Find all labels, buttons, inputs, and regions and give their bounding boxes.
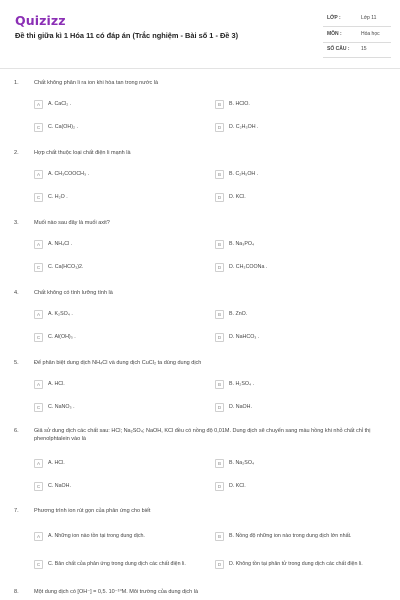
option-letter-box: A [34, 240, 43, 249]
option-text: B. Na₂SO₄ [229, 459, 255, 466]
option-letter-box: A [34, 170, 43, 179]
q6-option-c[interactable] [34, 480, 71, 492]
q7-option-d[interactable] [215, 555, 390, 573]
question-text: Chất không có tính lưỡng tính là [34, 290, 113, 296]
option-text: A. CH₃COOCH₃ . [48, 170, 90, 177]
q4-option-c[interactable] [34, 331, 76, 343]
question-number: 4. [14, 290, 19, 296]
q1-option-b[interactable] [215, 98, 250, 110]
q4-option-d[interactable] [215, 331, 259, 343]
question-text: Hợp chất thuộc loại chất điện li mạnh là [34, 150, 131, 156]
option-text: D. Không tồn tại phân tử trong dung dịch các chất điện li. [229, 560, 363, 567]
q5-option-c[interactable] [34, 401, 75, 413]
option-text: A. CaCl₂ . [48, 100, 72, 107]
meta-label-class: LỚP : [327, 15, 341, 21]
option-text: B. Nồng độ những ion nào trong dung dịch lớn nhất. [229, 532, 352, 539]
q5-option-a[interactable] [34, 378, 65, 390]
question-number: 2. [14, 150, 19, 156]
option-text: A. HCl. [48, 459, 65, 466]
question-text: Một dung dịch có [OH⁻] = 0,5. 10⁻¹⁰M. Môi trường của dung dịch là [34, 589, 199, 595]
question-number: 6. [14, 428, 19, 434]
q2-option-a[interactable] [34, 168, 89, 180]
option-text: A. NH₄Cl . [48, 240, 73, 247]
option-letter-box: C [34, 403, 43, 412]
option-letter-box: D [215, 263, 224, 272]
option-text: C. Bản chất của phản ứng trong dung dịch các chất điện li. [48, 560, 186, 567]
option-letter-box: A [34, 532, 43, 541]
q1-option-c[interactable] [34, 121, 78, 133]
worksheet-title: Đề thi giữa kì 1 Hóa 11 có đáp án (Trắc nghiệm - Bài số 1 - Đề 3) [15, 31, 239, 40]
option-text: D. NaHCO₃ . [229, 333, 260, 340]
q1-option-d[interactable] [215, 121, 259, 133]
question-text: Phương trình ion rút gọn của phản ứng cho biết [34, 508, 151, 514]
question-text: Chất không phân li ra ion khi hòa tan trong nước là [34, 80, 159, 86]
option-letter-box: C [34, 263, 43, 272]
option-letter-box: B [215, 459, 224, 468]
q7-option-c[interactable] [34, 555, 209, 573]
divider [323, 57, 391, 58]
option-letter-box: D [215, 193, 224, 202]
question-number: 1. [14, 80, 19, 86]
option-text: C. NaOH. [48, 482, 71, 489]
option-letter-box: D [215, 482, 224, 491]
q2-option-c[interactable] [34, 191, 68, 203]
option-letter-box: A [34, 459, 43, 468]
meta-row-subject [323, 28, 391, 43]
q4-option-a[interactable] [34, 308, 73, 320]
option-text: B. C₂H₅OH . [229, 170, 259, 177]
option-letter-box: B [215, 170, 224, 179]
divider [323, 26, 391, 27]
option-letter-box: A [34, 380, 43, 389]
option-text: D. NaOH. [229, 403, 252, 410]
option-letter-box: C [34, 560, 43, 569]
option-letter-box: B [215, 532, 224, 541]
option-letter-box: B [215, 100, 224, 109]
option-text: C. H₂O . [48, 193, 68, 200]
option-letter-box: D [215, 560, 224, 569]
option-text: A. Những ion nào tồn tại trong dung dịch. [48, 532, 145, 539]
option-text: A. HCl. [48, 380, 65, 387]
q3-option-d[interactable] [215, 261, 267, 273]
option-letter-box: A [34, 100, 43, 109]
option-letter-box: D [215, 333, 224, 342]
question-number: 5. [14, 360, 19, 366]
question-text: Giả sử dung dịch các chất sau: HCl; Na₂SO₄; NaOH, KCl đều có nồng độ 0,01M. Dung dịch sẽ chuyển sang màu hồng khi nhỏ chất chỉ thị phenolphtalein vào là [34, 428, 371, 442]
question-number: 7. [14, 508, 19, 514]
option-text: B. H₂SO₄ . [229, 380, 255, 387]
option-text: D. KCl. [229, 193, 246, 200]
meta-label-question-count: SỐ CÂU : [327, 46, 350, 52]
q7-option-b[interactable] [215, 527, 390, 545]
question-text: Để phân biệt dung dịch NH₄Cl và dung dịch CuCl₂ ta dùng dung dịch [34, 360, 202, 366]
q4-option-b[interactable] [215, 308, 247, 320]
worksheet-header [0, 0, 400, 68]
q5-option-b[interactable] [215, 378, 254, 390]
q1-option-a[interactable] [34, 98, 71, 110]
question-text: Muối nào sau đây là muối axit? [34, 220, 110, 226]
option-text: A. K₂SO₄ . [48, 310, 73, 317]
meta-value-subject: Hóa học [361, 31, 380, 37]
option-text: D. KCl. [229, 482, 246, 489]
option-letter-box: C [34, 193, 43, 202]
q6-option-a[interactable] [34, 457, 65, 469]
option-text: C. Ca(OH)₂ . [48, 123, 79, 130]
option-text: B. HClO. [229, 100, 250, 107]
option-letter-box: B [215, 310, 224, 319]
option-text: C. NaNO₃ . [48, 403, 75, 410]
option-text: B. ZnO. [229, 310, 248, 317]
option-letter-box: B [215, 240, 224, 249]
question-number: 3. [14, 220, 19, 226]
option-text: C. Ca(HCO₃)2. [48, 263, 84, 270]
option-letter-box: C [34, 482, 43, 491]
option-text: B. Na₃PO₄ [229, 240, 255, 247]
option-text: D. CH₃COONa . [229, 263, 268, 270]
meta-value-question-count: 15 [361, 46, 367, 52]
meta-label-subject: MÔN : [327, 31, 342, 37]
quizizz-logo: Quizizz [15, 13, 66, 28]
header-divider [0, 68, 400, 69]
option-letter-box: B [215, 380, 224, 389]
option-text: C. Al(OH)₃ . [48, 333, 76, 340]
q5-option-d[interactable] [215, 401, 252, 413]
meta-value-class: Lớp 11 [361, 15, 377, 21]
meta-row-question-count [323, 43, 391, 58]
option-text: D. C₂H₅OH . [229, 123, 259, 130]
q7-option-a[interactable] [34, 527, 209, 545]
option-letter-box: C [34, 333, 43, 342]
q3-option-c[interactable] [34, 261, 83, 273]
question-number: 8. [14, 589, 19, 595]
option-letter-box: D [215, 403, 224, 412]
q6-option-b[interactable] [215, 457, 254, 469]
option-letter-box: C [34, 123, 43, 132]
meta-row-class [323, 12, 391, 27]
option-letter-box: A [34, 310, 43, 319]
q2-option-d[interactable] [215, 191, 246, 203]
q3-option-b[interactable] [215, 238, 254, 250]
q2-option-b[interactable] [215, 168, 258, 180]
option-letter-box: D [215, 123, 224, 132]
q6-option-d[interactable] [215, 480, 246, 492]
q3-option-a[interactable] [34, 238, 72, 250]
